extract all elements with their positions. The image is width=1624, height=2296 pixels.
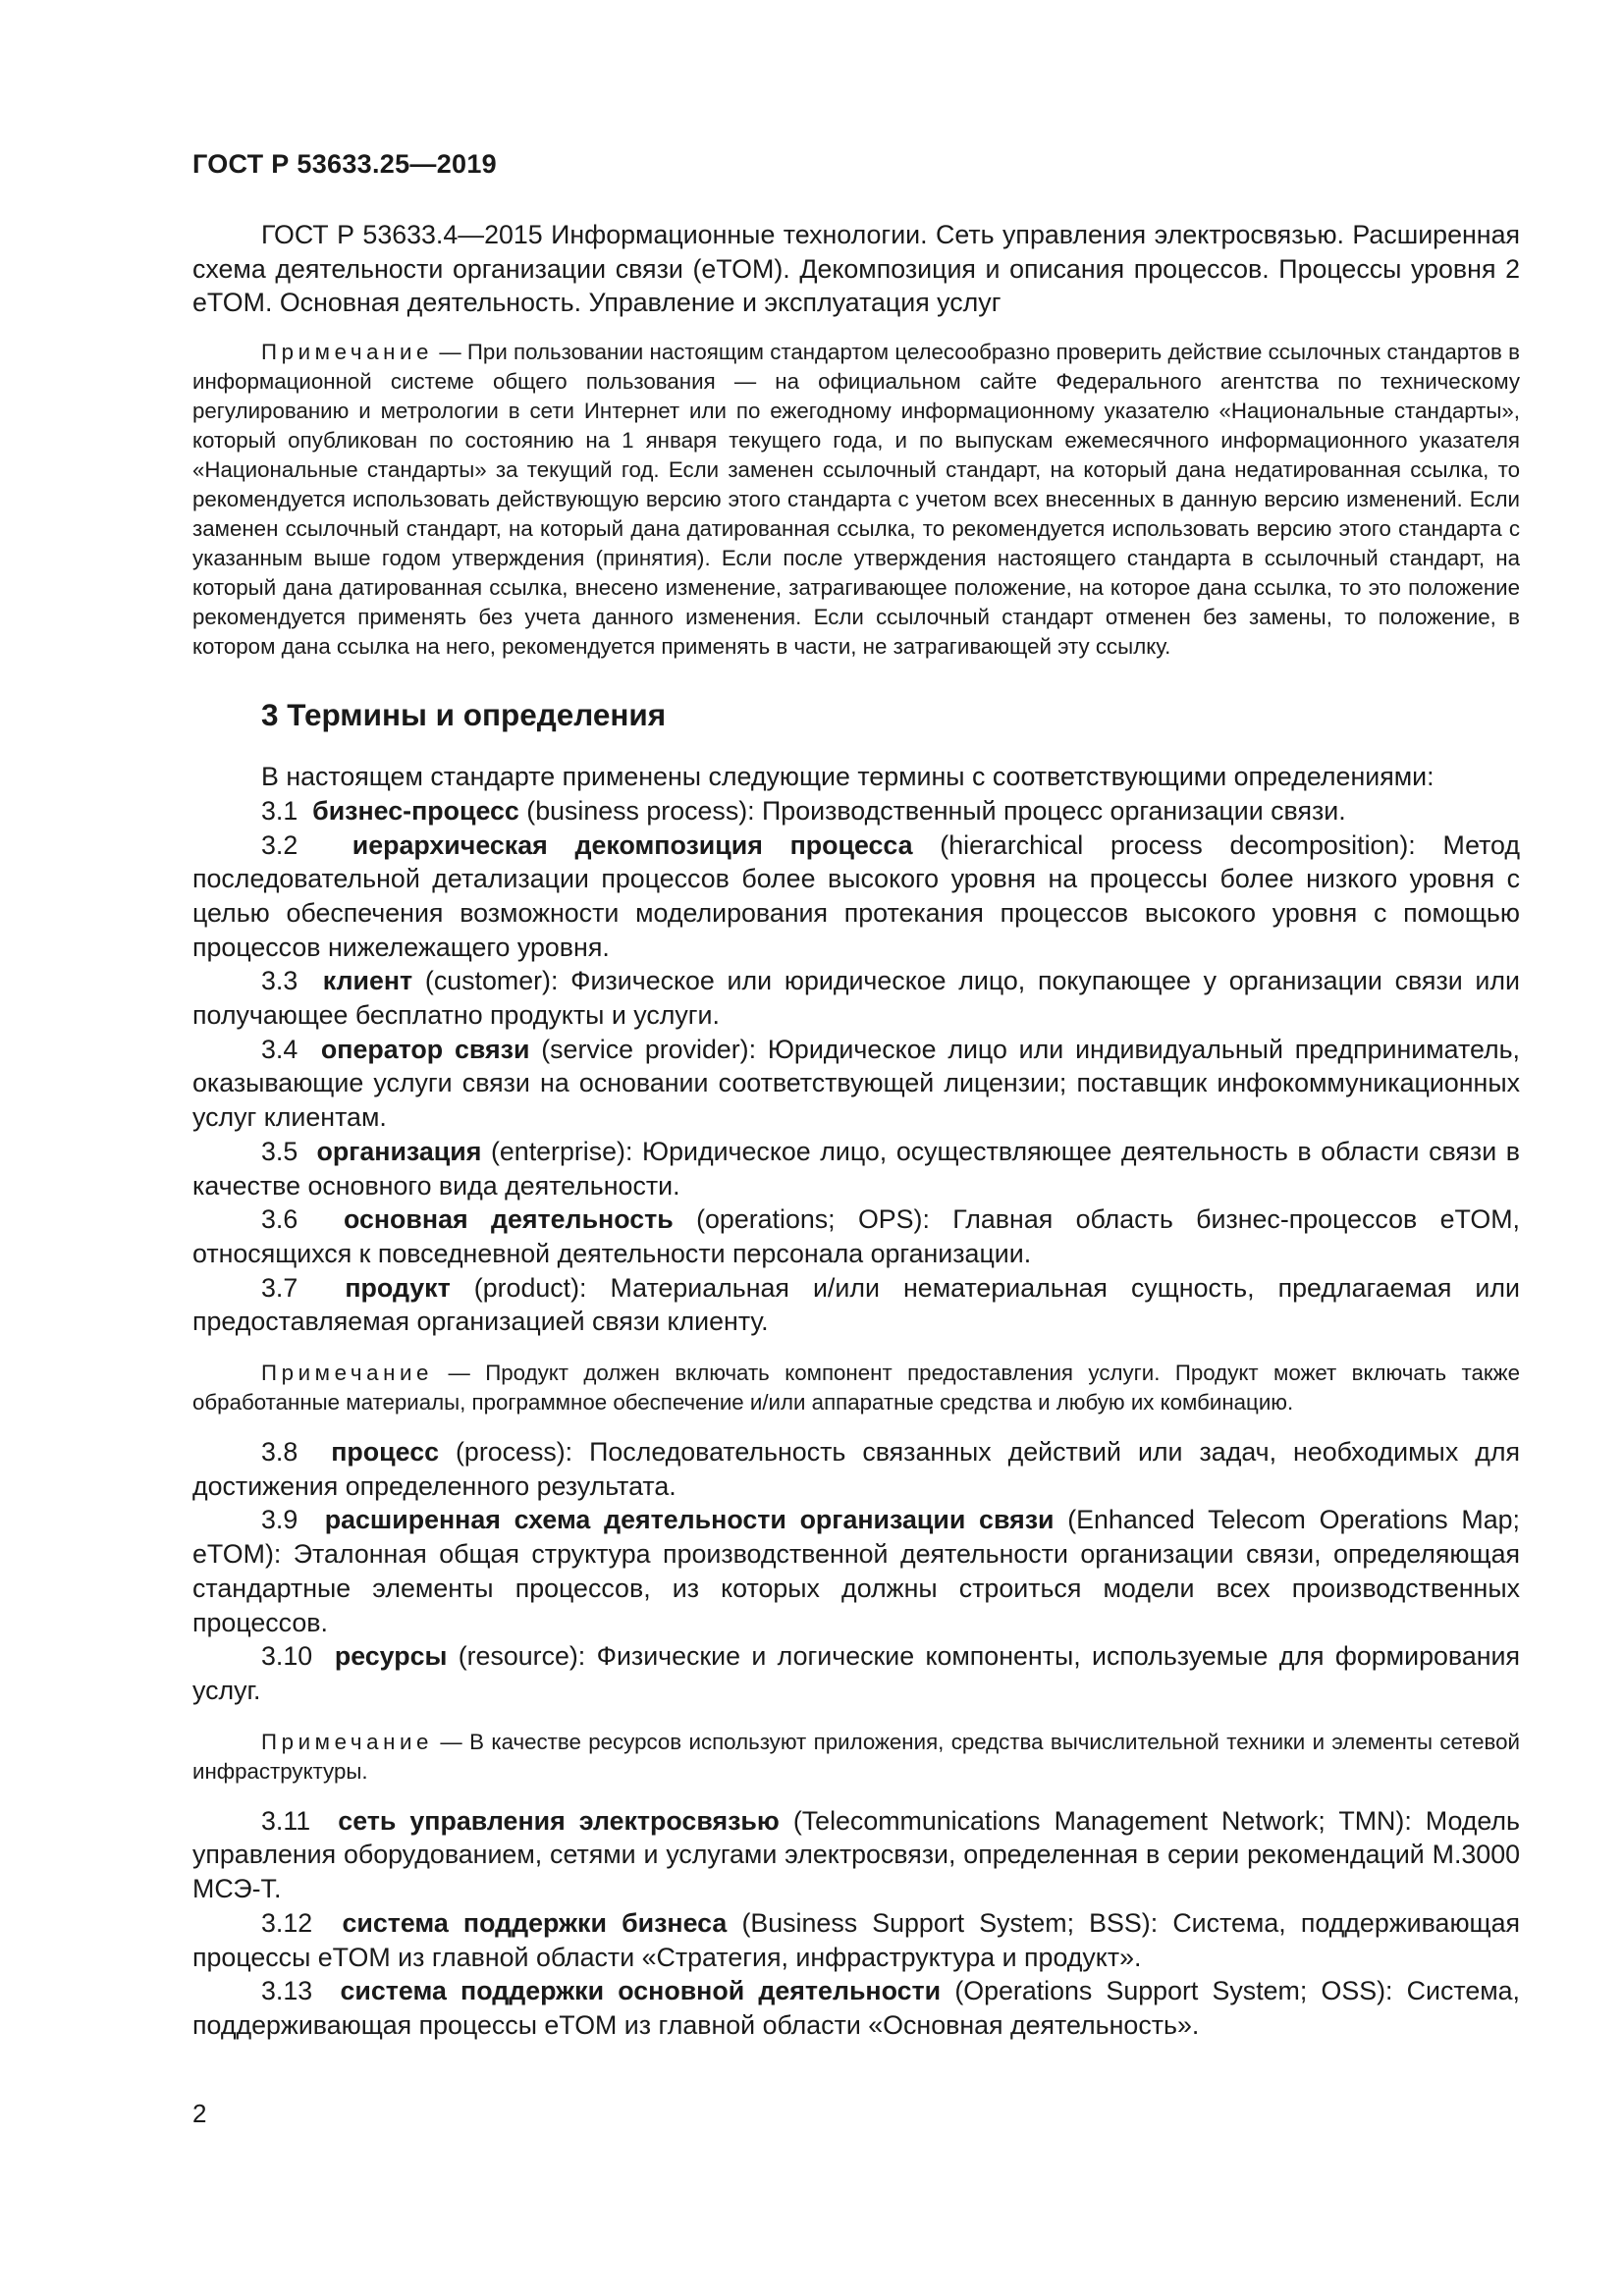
term-number: 3.2 bbox=[261, 829, 298, 860]
term-definition: (product): Материальная и/или нематериальная сущность, предлагаемая или предоставляемая организацией связи клиенту. bbox=[192, 1272, 1520, 1337]
term-definition: (Enhanced Telecom Operations Map; eTOM): Эталонная общая структура производственной деятельности организации связи, определяющая стандартные элементы процессов, из которых должны строиться модели всех производственных процессов. bbox=[192, 1505, 1520, 1637]
term-name: расширенная схема деятельности организации связи bbox=[324, 1505, 1055, 1535]
section-heading: 3 Термины и определения bbox=[261, 697, 667, 733]
term-definition: (operations; OPS): Главная область бизнес-процессов eTOM, относящихся к повседневной деятельности персонала организации. bbox=[192, 1204, 1521, 1268]
term-number: 3.3 bbox=[261, 966, 298, 996]
reference-entry: ГОСТ Р 53633.4—2015 Информационные технологии. Сеть управления электросвязью. Расширенная схема деятельности организации связи (eTOM). Декомпозиция и описания процессов. Процессы уровня 2 eTOM. Основная деятельность. Управление и эксплуатация услуг bbox=[192, 220, 1520, 318]
note-label: Примечание bbox=[261, 340, 434, 365]
product-note bbox=[192, 1359, 1520, 1417]
term-name: система поддержки основной деятельности bbox=[340, 1976, 942, 2006]
page-content bbox=[192, 218, 1520, 2043]
term-name: организация bbox=[316, 1136, 482, 1166]
term-name: оператор связи bbox=[320, 1034, 530, 1064]
term-number: 3.5 bbox=[261, 1136, 298, 1166]
term-definition: (resource): Физические и логические компоненты, используемые для формирования услуг. bbox=[192, 1641, 1520, 1705]
note-text: — Продукт должен включать компонент предоставления услуги. Продукт может включать также обработанные материалы, программное обеспечение и/или аппаратные средства и любую их комбинацию. bbox=[192, 1361, 1520, 1415]
term-definition: (Business Support System; BSS): Система, поддерживающая процессы eTOM из главной области «Стратегия, инфраструктура и продукт». bbox=[192, 1907, 1521, 1972]
term-name: процесс bbox=[331, 1437, 440, 1468]
term-definition: (enterprise): Юридическое лицо, осуществляющее деятельность в области связи в качестве основного вида деятельности. bbox=[192, 1136, 1520, 1201]
term-name: система поддержки бизнеса bbox=[342, 1907, 728, 1938]
term-name: бизнес-процесс bbox=[312, 795, 519, 826]
term-number: 3.7 bbox=[261, 1272, 298, 1303]
term-name: клиент bbox=[322, 966, 413, 996]
term-definition: (Telecommunications Management Network; TMN): Модель управления оборудованием, сетями и услугами электросвязи, определенная в серии рекомендаций М.3000 МСЭ-Т. bbox=[192, 1805, 1521, 1904]
resource-note bbox=[192, 1728, 1520, 1787]
term-number: 3.8 bbox=[261, 1437, 298, 1468]
term-number: 3.11 bbox=[261, 1805, 311, 1836]
section-intro: В настоящем стандарте применены следующие термины с соответствующими определениями: bbox=[261, 762, 1435, 792]
references-note bbox=[192, 338, 1520, 662]
term-definition: (service provider): Юридическое лицо или индивидуальный предприниматель, оказывающие услуги связи на основании соответствующей лицензии; поставщик инфокоммуникационных услуг клиентам. bbox=[192, 1034, 1521, 1133]
term-definition: (hierarchical process decomposition): Метод последовательной детализации процессов более высокого уровня на процессы более низкого уровня с целью обеспечения возможности моделирования протекания процессов высокого уровня с помощью процессов нижележащего уровня. bbox=[192, 829, 1520, 962]
term-entry-3-6 bbox=[192, 1202, 1520, 1270]
term-entry-3-12 bbox=[192, 1906, 1520, 1974]
term-entry-3-5 bbox=[192, 1135, 1520, 1202]
term-entry-3-2 bbox=[192, 828, 1520, 965]
term-name: сеть управления электросвязью bbox=[338, 1805, 780, 1836]
term-entry-3-11 bbox=[192, 1804, 1520, 1906]
term-entry-3-9 bbox=[192, 1503, 1520, 1639]
term-name: основная деятельность bbox=[343, 1204, 674, 1235]
term-entry-3-13 bbox=[192, 1974, 1520, 2042]
term-definition: (process): Последовательность связанных действий или задач, необходимых для достижения определенного результата. bbox=[192, 1437, 1520, 1501]
page-number: 2 bbox=[192, 2099, 207, 2128]
note-label: Примечание bbox=[261, 1729, 434, 1754]
term-definition: (business process): Производственный процесс организации связи. bbox=[518, 795, 1346, 826]
term-name: продукт bbox=[345, 1272, 451, 1303]
term-number: 3.4 bbox=[261, 1034, 298, 1064]
term-name: ресурсы bbox=[334, 1641, 448, 1672]
term-number: 3.6 bbox=[261, 1204, 298, 1235]
term-entry-3-4 bbox=[192, 1033, 1520, 1135]
term-entry-3-10 bbox=[192, 1639, 1520, 1707]
note-text: — В качестве ресурсов используют приложения, средства вычислительной техники и элементы сетевой инфраструктуры. bbox=[192, 1729, 1520, 1784]
term-entry-3-1 bbox=[192, 794, 1520, 828]
document-code: ГОСТ Р 53633.25—2019 bbox=[192, 149, 497, 179]
term-definition: (Operations Support System; OSS): Система, поддерживающая процессы eTOM из главной области «Основная деятельность». bbox=[192, 1976, 1520, 2040]
term-name: иерархическая декомпозиция процесса bbox=[352, 829, 913, 860]
note-label: Примечание bbox=[261, 1361, 434, 1386]
term-entry-3-7 bbox=[192, 1271, 1520, 1339]
term-number: 3.10 bbox=[261, 1641, 313, 1672]
term-number: 3.13 bbox=[261, 1976, 313, 2006]
note-text: — При пользовании настоящим стандартом целесообразно проверить действие ссылочных стандартов в информационной системе общего пользования — на официальном сайте Федерального агентства по техническому регулированию и метрологии в сети Интернет или по ежегодному информационному указателю «Национальные стандарты», который опубликован по состоянию на 1 января текущего года, и по выпускам ежемесячного информационного указателя «Национальные стандарты» за текущий год. Если заменен ссылочный стандарт, на который дана недатированная ссылка, то рекомендуется использовать действующую версию этого стандарта с учетом всех внесенных в данную версию изменений. Если заменен ссылочный стандарт, на который дана датированная ссылка, то рекомендуется использовать версию этого стандарта с указанным выше годом утверждения (принятия). Если после утверждения настоящего стандарта в ссылочный стандарт, на который дана датированная ссылка, внесено изменение, затрагивающее положение, на которое дана ссылка, то это положение рекомендуется применять без учета данного изменения. Если ссылочный стандарт отменен без замены, то положение, в котором дана ссылка на него, рекомендуется применять в части, не затрагивающей эту ссылку. bbox=[192, 340, 1520, 660]
term-entry-3-3 bbox=[192, 964, 1520, 1032]
term-number: 3.9 bbox=[261, 1505, 298, 1535]
term-definition: (customer): Физическое или юридическое лицо, покупающее у организации связи или получающее бесплатно продукты и услуги. bbox=[192, 966, 1521, 1031]
term-entry-3-8 bbox=[192, 1435, 1520, 1503]
term-number: 3.1 bbox=[261, 795, 298, 826]
term-number: 3.12 bbox=[261, 1907, 313, 1938]
